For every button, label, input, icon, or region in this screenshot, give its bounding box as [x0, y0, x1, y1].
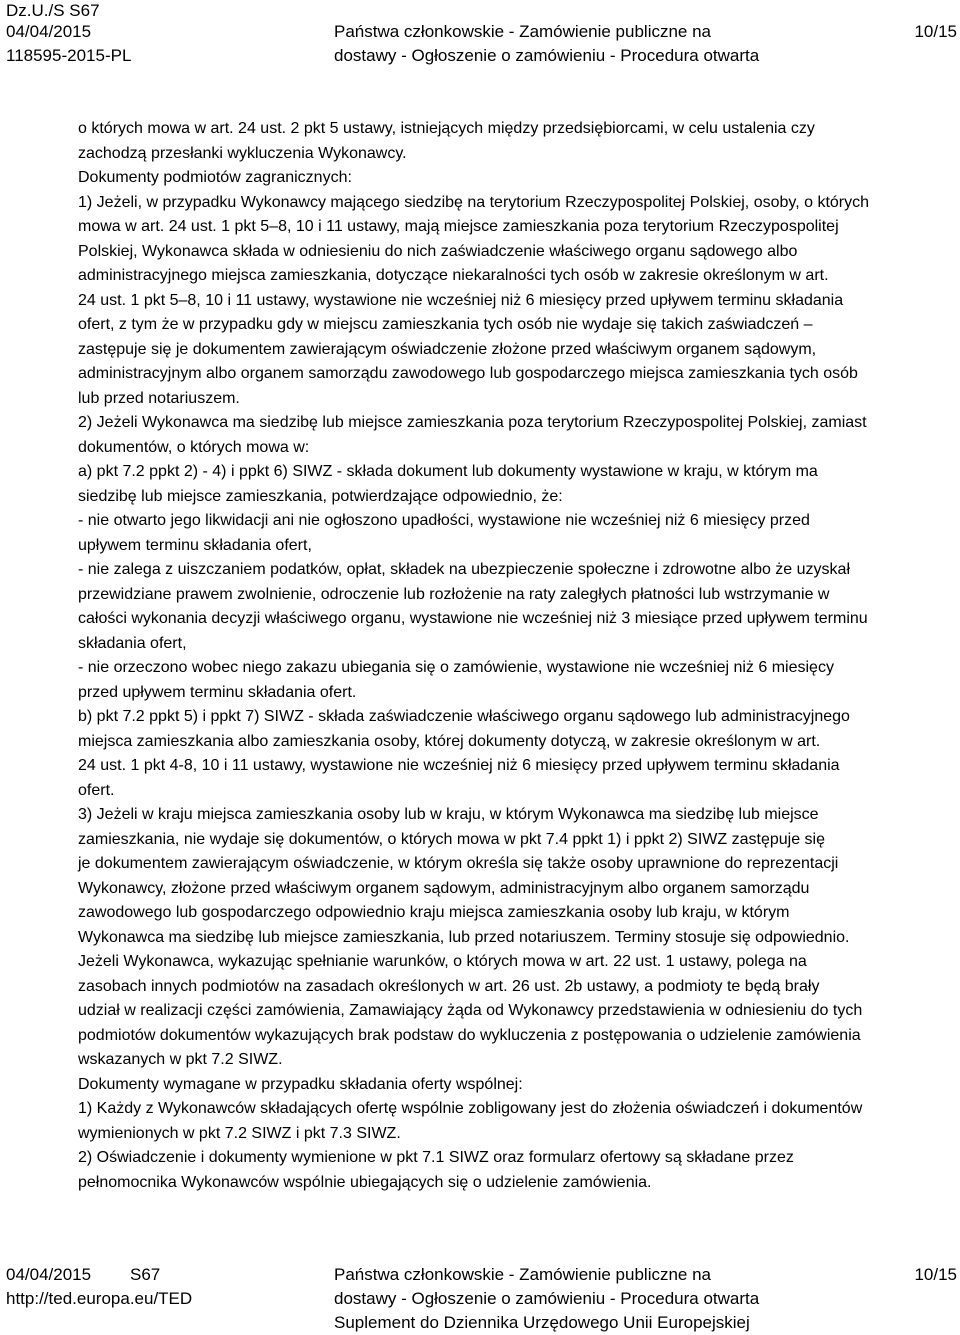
body-line: a) pkt 7.2 ppkt 2) - 4) i ppkt 6) SIWZ - składa dokument lub dokumenty wystawione w kraju, w którym ma: [78, 463, 818, 480]
body-line: - nie otwarto jego likwidacji ani nie ogłoszono upadłości, wystawione nie wcześniej niż 6 miesięcy przed: [78, 512, 810, 529]
header-date: 04/04/2015: [6, 22, 92, 41]
footer-page-number: 10/15: [914, 1265, 957, 1284]
body-line: administracyjnym albo organem samorządu zawodowego lub gospodarczego miejsca zamieszkania tych osób: [78, 365, 858, 382]
body-line: Dokumenty wymagane w przypadku składania oferty wspólnej:: [78, 1075, 523, 1093]
body-line: upływem terminu składania ofert,: [78, 536, 312, 554]
body-line: 3) Jeżeli w kraju miejsca zamieszkania osoby lub w kraju, w którym Wykonawca ma siedzibę lub miejsce: [78, 806, 819, 823]
footer-date: 04/04/2015: [6, 1265, 92, 1284]
body-line: zawodowego lub gospodarczego odpowiednio kraju miejsca zamieszkania osoby lub kraju, w którym: [78, 904, 790, 921]
body-line: - nie orzeczono wobec niego zakazu ubiegania się o zamówienie, wystawione nie wcześniej niż 6 miesięcy: [78, 659, 834, 676]
body-line: Wykonawcy, złożone przed właściwym organem sądowym, administracyjnym albo organem samorządu: [78, 879, 810, 897]
body-line: administracyjnego miejsca zamieszkania, dotyczące niekaralności tych osób w zakresie określonym w art.: [78, 267, 829, 284]
body-line: pełnomocnika Wykonawców wspólnie ubiegających się o udzielenie zamówienia.: [78, 1173, 652, 1191]
body-line: Polskiej, Wykonawca składa w odniesieniu do nich zaświadczenie właściwego organu sądowego albo: [78, 242, 798, 260]
body-line: mowa w art. 24 ust. 1 pkt 5–8, 10 i 11 ustawy, mają miejsce zamieszkania poza terytorium Rzeczypospolitej: [78, 218, 839, 235]
body-line: wymienionych w pkt 7.2 SIWZ i pkt 7.3 SIWZ.: [78, 1124, 401, 1142]
body-line: 24 ust. 1 pkt 5–8, 10 i 11 ustawy, wystawione nie wcześniej niż 6 miesięcy przed upływem terminu składania: [78, 291, 844, 309]
header-title-line2: dostawy - Ogłoszenie o zamówieniu - Procedura otwarta: [334, 46, 760, 65]
footer-url-link[interactable]: http://ted.europa.eu/TED: [6, 1289, 193, 1308]
body-line: je dokumentem zawierającym oświadczenie, w którym określa się także osoby uprawnione do reprezentacji: [78, 855, 839, 872]
body-line: zasobach innych podmiotów na zasadach określonych w art. 26 ust. 2b ustawy, a podmioty te będą brały: [78, 977, 820, 995]
body-line: udział w realizacji części zamówienia, Zamawiający żąda od Wykonawcy przedstawienia w odniesieniu do tych: [78, 1002, 863, 1019]
body-line: Wykonawca ma siedzibę lub miejsce zamieszkania, lub przed notariuszem. Terminy stosuje się odpowiednio.: [78, 928, 850, 946]
body-line: przed upływem terminu składania ofert.: [78, 683, 357, 701]
body-line: 24 ust. 1 pkt 4-8, 10 i 11 ustawy, wystawione nie wcześniej niż 6 miesięcy przed upływem terminu składania: [78, 757, 840, 774]
body-line: 1) Jeżeli, w przypadku Wykonawcy mającego siedzibę na terytorium Rzeczypospolitej Polskiej, osoby, o których: [78, 193, 870, 211]
body-line: zachodzą przesłanki wykluczenia Wykonawcy.: [78, 144, 407, 162]
footer-title-line1: Państwa członkowskie - Zamówienie publiczne na: [334, 1265, 712, 1284]
body-line: Jeżeli Wykonawca, wykazując spełnianie warunków, o których mowa w art. 22 ust. 1 ustawy, polega na: [78, 953, 807, 970]
body-line: o których mowa w art. 24 ust. 2 pkt 5 ustawy, istniejących między przedsiębiorcami, w celu ustalenia czy: [78, 120, 815, 137]
body-line: całości wykonania decyzji właściwego organu, wystawione nie wcześniej niż 3 miesiące przed upływem terminu: [78, 610, 868, 627]
body-line: składania ofert,: [78, 634, 187, 652]
body-line: dokumentów, o których mowa w:: [78, 438, 310, 456]
body-line: miejsca zamieszkania albo zamieszkania osoby, której dokumenty dotyczą, w zakresie określonym w art.: [78, 732, 821, 750]
header-title-line1: Państwa członkowskie - Zamówienie publiczne na: [334, 22, 712, 41]
body-line: zastępuje się je dokumentem zawierającym oświadczenie złożone przed właściwym organem sądowym,: [78, 340, 817, 358]
body-line: 2) Oświadczenie i dokumenty wymienione w pkt 7.1 SIWZ oraz formularz ofertowy są składane przez: [78, 1149, 794, 1166]
footer-title-line2: dostawy - Ogłoszenie o zamówieniu - Procedura otwarta: [334, 1289, 760, 1308]
body-line: siedzibę lub miejsce zamieszkania, potwierdzające odpowiednio, że:: [78, 487, 563, 505]
body-line: lub przed notariuszem.: [78, 389, 240, 407]
body-line: ofert, z tym że w przypadku gdy w miejscu zamieszkania tych osób nie wydaje się takich zaświadczeń –: [78, 316, 813, 333]
header-journal: Dz.U./S S67: [6, 1, 100, 20]
body-line: 1) Każdy z Wykonawców składających ofertę wspólnie zobligowany jest do złożenia oświadczeń i dokumentów: [78, 1100, 863, 1117]
header-page-number: 10/15: [914, 22, 957, 41]
body-line: Dokumenty podmiotów zagranicznych:: [78, 169, 352, 186]
footer-code: S67: [130, 1265, 161, 1284]
body-line: przewidziane prawem zwolnienie, odroczenie lub rozłożenie na raty zaległych płatności lub wstrzymanie w: [78, 585, 830, 603]
body-line: 2) Jeżeli Wykonawca ma siedzibę lub miejsce zamieszkania poza terytorium Rzeczypospolitej Polskiej, zamiast: [78, 414, 867, 431]
document-body: [78, 117, 958, 1195]
footer-title-line3: Suplement do Dziennika Urzędowego Unii Europejskiej: [334, 1313, 750, 1332]
body-line: wskazanych w pkt 7.2 SIWZ.: [78, 1051, 283, 1068]
body-line: podmiotów dokumentów wykazujących brak podstaw do wykluczenia z postępowania o udzielenie zamówienia: [78, 1026, 861, 1044]
body-line: - nie zalega z uiszczaniem podatków, opłat, składek na ubezpieczenie społeczne i zdrowotne albo że uzyskał: [78, 561, 850, 578]
header-doc-id: 118595-2015-PL: [6, 46, 132, 65]
body-line: zamieszkania, nie wydaje się dokumentów, o których mowa w pkt 7.4 ppkt 1) i ppkt 2) SIWZ zastępuje się: [78, 830, 825, 848]
body-line: ofert.: [78, 781, 115, 799]
body-line: b) pkt 7.2 ppkt 5) i ppkt 7) SIWZ - składa zaświadczenie właściwego organu sądowego lub administracyjnego: [78, 708, 850, 725]
